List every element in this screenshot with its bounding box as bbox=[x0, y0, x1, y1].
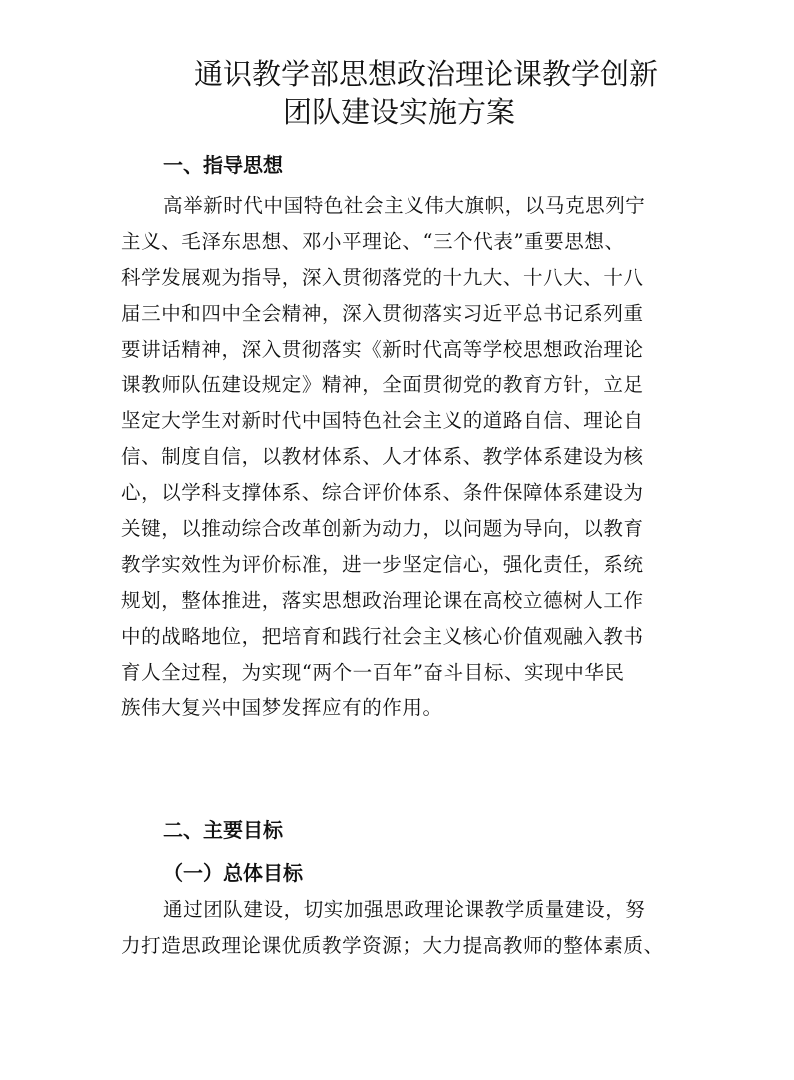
paragraph-line: 主义、毛泽东思想、邓小平理论、“三个代表”重要思想、 bbox=[121, 229, 625, 253]
section-heading-main-goals: 二、主要目标 bbox=[163, 818, 283, 842]
paragraph-line: 教学实效性为评价标准，进一步坚定信心，强化责任，系统 bbox=[121, 552, 644, 576]
paragraph-line: 规划，整体推进，落实思想政治理论课在高校立德树人工作 bbox=[121, 588, 644, 612]
paragraph-line: 信、制度自信，以教材体系、人才体系、教学体系建设为核 bbox=[121, 445, 644, 469]
paragraph-line: 高举新时代中国特色社会主义伟大旗帜，以马克思列宁 bbox=[163, 194, 646, 217]
subheading-overall-goals: （一）总体目标 bbox=[163, 861, 303, 885]
paragraph-line: 要讲话精神，深入贯彻落实《新时代高等学校思想政治理论 bbox=[121, 337, 644, 361]
paragraph-guiding-ideology bbox=[121, 188, 681, 726]
paragraph-line: 力打造思政理论课优质教学资源；大力提高教师的整体素质、 bbox=[121, 933, 664, 957]
paragraph-line: 心，以学科支撑体系、综合评价体系、条件保障体系建设为 bbox=[121, 481, 644, 505]
document-title-line-1: 通识教学部思想政治理论课教学创新 bbox=[194, 57, 659, 91]
section-heading-guiding-ideology: 一、指导思想 bbox=[163, 153, 283, 177]
paragraph-line: 育人全过程，为实现“两个一百年”奋斗目标、实现中华民 bbox=[121, 660, 625, 684]
paragraph-line: 坚定大学生对新时代中国特色社会主义的道路自信、理论自 bbox=[121, 409, 644, 433]
paragraph-overall-goals bbox=[121, 892, 681, 964]
paragraph-line: 族伟大复兴中国梦发挥应有的作用。 bbox=[121, 696, 443, 720]
paragraph-line: 课教师队伍建设规定》精神，全面贯彻党的教育方针，立足 bbox=[121, 373, 644, 397]
paragraph-line: 届三中和四中全会精神，深入贯彻落实习近平总书记系列重 bbox=[121, 301, 644, 325]
paragraph-line: 通过团队建设，切实加强思政理论课教学质量建设，努 bbox=[163, 898, 646, 921]
paragraph-line: 中的战略地位，把培育和践行社会主义核心价值观融入教书 bbox=[121, 624, 644, 648]
paragraph-line: 关键，以推动综合改革创新为动力，以问题为导向，以教育 bbox=[121, 517, 644, 541]
document-title-line-2: 团队建设实施方案 bbox=[283, 95, 516, 129]
paragraph-line: 科学发展观为指导，深入贯彻落党的十九大、十八大、十八 bbox=[121, 265, 644, 289]
